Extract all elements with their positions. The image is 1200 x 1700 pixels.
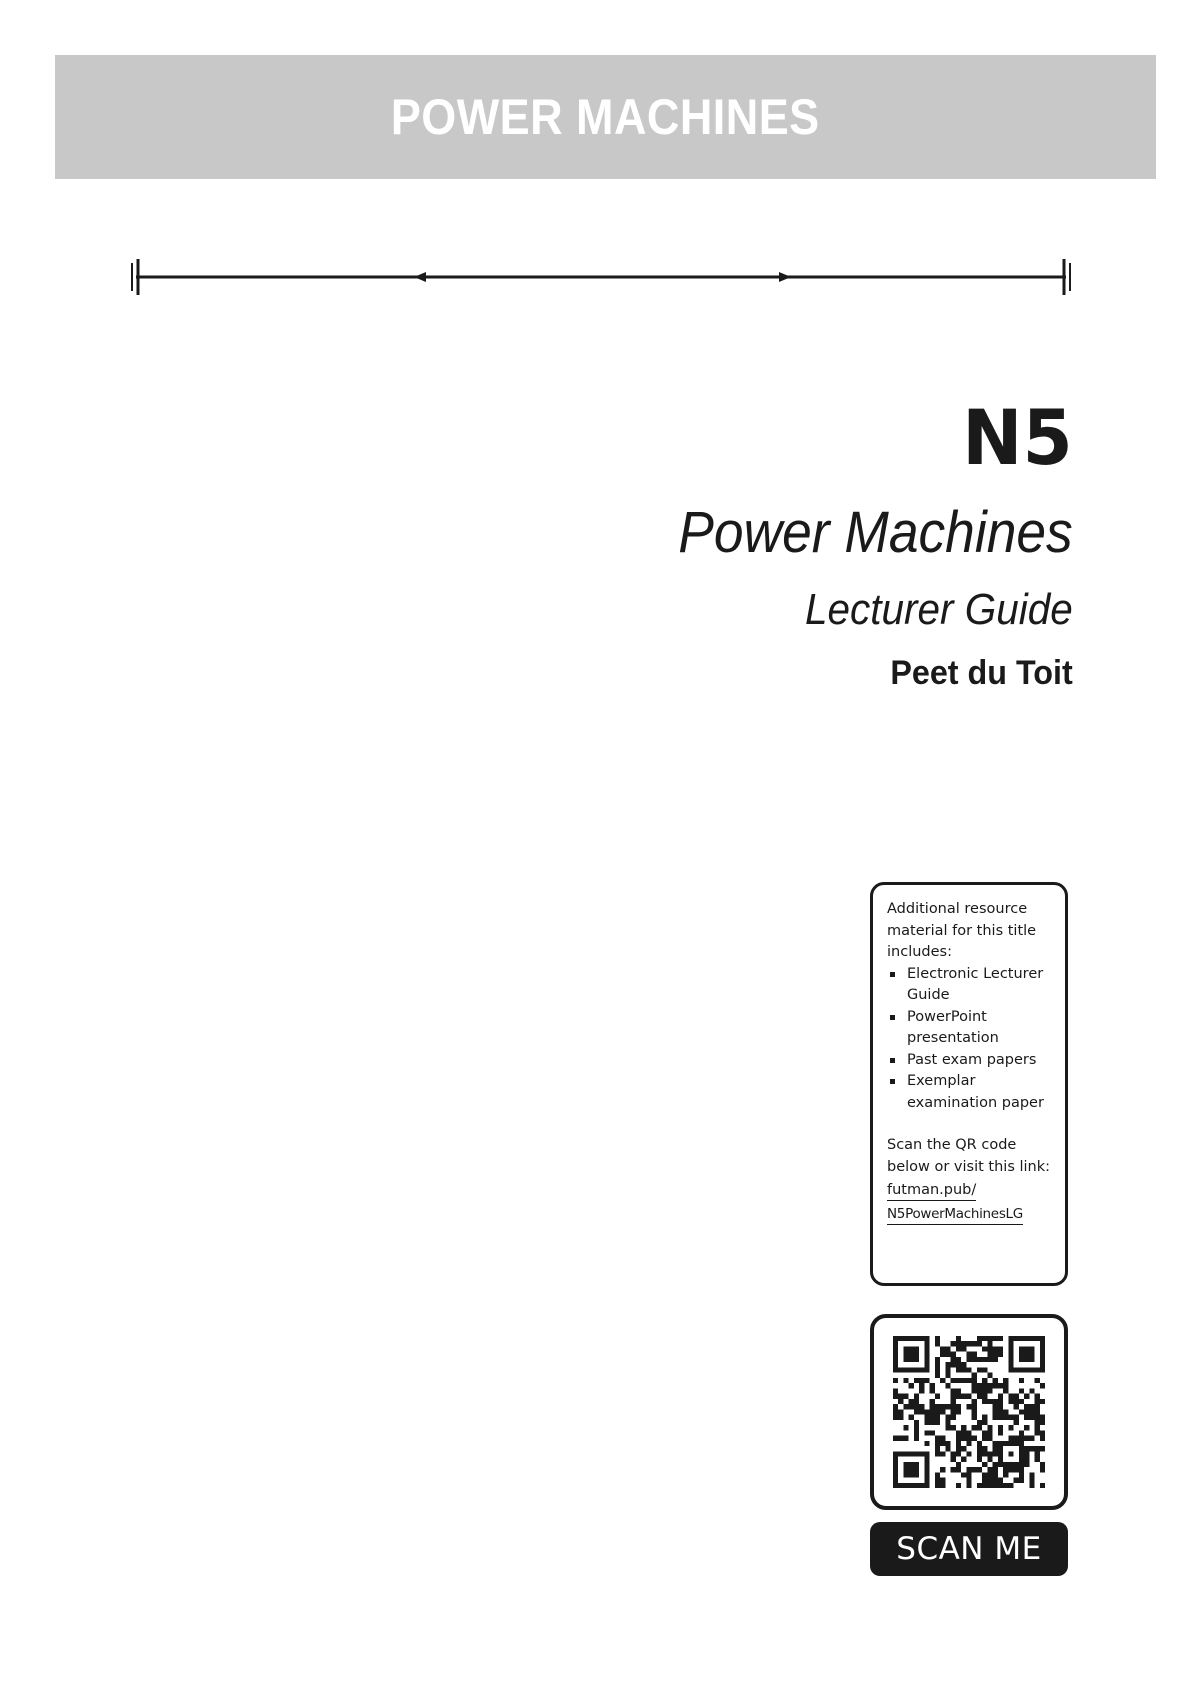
header-band [55,55,1156,179]
resource-item: Past exam papers [887,1050,1053,1072]
header-title: POWER MACHINES [391,89,820,145]
resource-info-box [870,882,1068,1286]
scan-me-button[interactable]: SCAN ME [870,1522,1068,1576]
cover-title-block [644,393,1073,692]
resource-list [887,964,1053,1115]
resource-intro: Additional resource material for this title includes: [887,901,1037,960]
resource-item: PowerPoint presentation [887,1007,1053,1050]
qr-code-frame[interactable] [870,1314,1068,1510]
author-name: Peet du Toit [890,654,1073,692]
resource-item: Electronic Lecturer Guide [887,964,1053,1007]
qr-code-icon[interactable] [893,1336,1045,1488]
resource-item: Exemplar examination paper [887,1071,1053,1114]
book-title: Power Machines [678,500,1073,565]
resource-link-part2[interactable]: N5PowerMachinesLG [887,1204,1023,1225]
resource-link-part1[interactable]: futman.pub/ [887,1180,976,1201]
decorative-dimension-line [130,255,1074,295]
scan-instruction: Scan the QR code below or visit this link: [887,1137,1051,1175]
book-subtitle: Lecturer Guide [805,585,1073,634]
level-label: N5 [962,393,1073,482]
